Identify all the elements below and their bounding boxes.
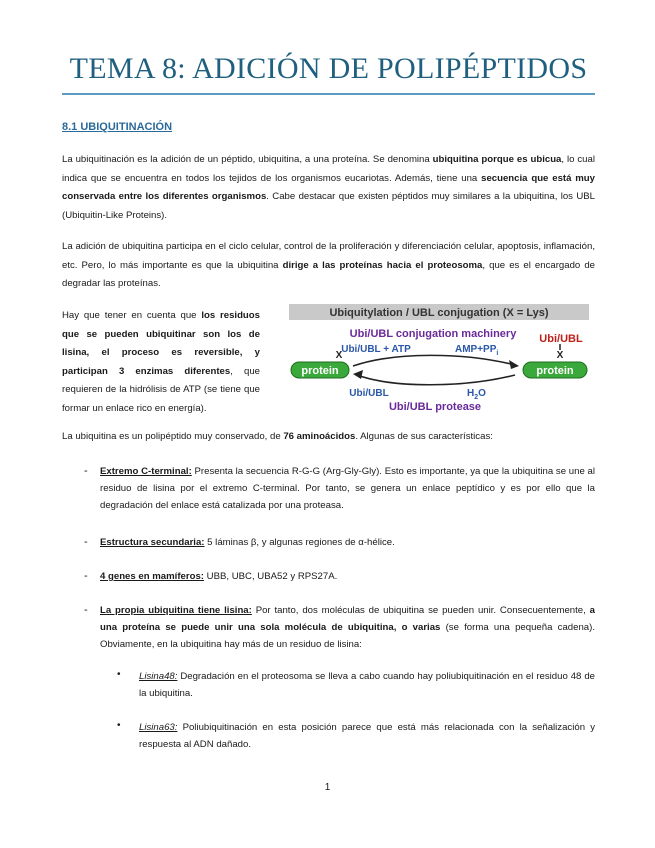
dash-bullet: - xyxy=(84,465,88,477)
section-heading: 8.1 UBIQUITINACIÓN xyxy=(62,121,173,133)
diagram-ubi-ubl-right: Ubi/UBL xyxy=(539,333,583,345)
list-item-genes: 4 genes en mamíferos: UBB, UBC, UBA52 y RPS27A. xyxy=(100,571,338,582)
title-underline xyxy=(62,93,595,95)
diagram-h2o: $H_2O$ xyxy=(467,388,486,401)
protein-left-label: protein xyxy=(301,365,339,377)
paragraph-residues: Hay que tener en cuenta que los residuos que se pueden ubiquitinar son los de lisina, el proceso es reversible, y participan 3 enzimas diferentes, que requieren de la hidrólisis de ATP (se tiene que formar un enlace rico en energía). xyxy=(62,310,260,414)
diagram-lys-right: X xyxy=(556,350,564,361)
diagram-lys-left: X xyxy=(335,350,343,361)
round-bullet: • xyxy=(117,720,121,731)
diagram-machinery-label: Ubi/UBL conjugation machinery xyxy=(349,328,517,340)
ubiquitylation-diagram xyxy=(283,302,595,414)
diagram-ubi-ubl-bottom: Ubi/UBL xyxy=(349,388,389,399)
paragraph-characteristics: La ubiquitina es un polipéptido muy conservado, de 76 aminoácidos. Algunas de sus características: xyxy=(62,431,493,442)
list-item-lysine: La propia ubiquitina tiene lisina: Por tanto, dos moléculas de ubiquitina se pueden unir. Consecuentemente, a una proteína se puede unir una sola molécula de ubiquitina, o varias (se forma una pequeña cadena). Obviamente, en la ubiquitina hay más de un residuo de lisina: xyxy=(100,605,595,650)
diagram-amp-ppi: $AMP+PP_i$ xyxy=(455,344,499,357)
diagram-header: Ubiquitylation / UBL conjugation (X = Lys) xyxy=(329,307,549,319)
subitem-lisina63: Lisina63: Poliubiquitinación en esta posición parece que está más relacionada con la señalización y respuesta al ADN dañado. xyxy=(139,722,595,750)
page-number: 1 xyxy=(324,782,331,793)
paragraph-intro: La ubiquitinación es la adición de un péptido, ubiquitina, a una proteína. Se denomina ubiquitina porque es ubicua, lo cual indica que se encuentra en todos los tejidos de los organismos eucariotas. Además, tiene una secuencia que está muy conservada entre los diferentes organismos. Cabe destacar que existen péptidos muy similares a la ubiquitina, los UBL (Ubiquitin-Like Proteins). xyxy=(62,154,595,221)
dash-bullet: - xyxy=(84,570,88,582)
page-title: TEMA 8: ADICIÓN DE POLIPÉPTIDOS xyxy=(69,52,588,85)
diagram-protease-label: Ubi/UBL protease xyxy=(388,401,482,413)
protein-right-label: protein xyxy=(536,365,574,377)
forward-arrow xyxy=(353,355,515,366)
reverse-arrow xyxy=(357,375,515,385)
subitem-lisina48: Lisina48: Degradación en el proteosoma se lleva a cabo cuando hay poliubiquitinación en el residuo 48 de la ubiquitina. xyxy=(139,671,595,699)
paragraph-functions: La adición de ubiquitina participa en el ciclo celular, control de la proliferación y diferenciación celular, apoptosis, inflamación, etc. Pero, lo más importante es que la ubiquitina dirige a las proteínas hacia el proteosoma, que es el encargado de degradar las proteínas. xyxy=(62,241,595,289)
dash-bullet: - xyxy=(84,604,88,616)
dash-bullet: - xyxy=(84,536,88,548)
list-item-c-terminal: Extremo C-terminal: Presenta la secuencia R-G-G (Arg-Gly-Gly). Esto es importante, ya que la ubiquitina se une al residuo de lisina por el extremo C-terminal. Por tanto, se genera un enlace peptídico y es por ello que la degradación del enlace está catalizada por una proteasa. xyxy=(100,466,595,511)
diagram-ubi-atp: Ubi/UBL + ATP xyxy=(341,344,411,355)
round-bullet: • xyxy=(117,669,121,680)
list-item-secondary-structure: Estructura secundaria: 5 láminas β, y algunas regiones de α-hélice. xyxy=(100,537,395,548)
